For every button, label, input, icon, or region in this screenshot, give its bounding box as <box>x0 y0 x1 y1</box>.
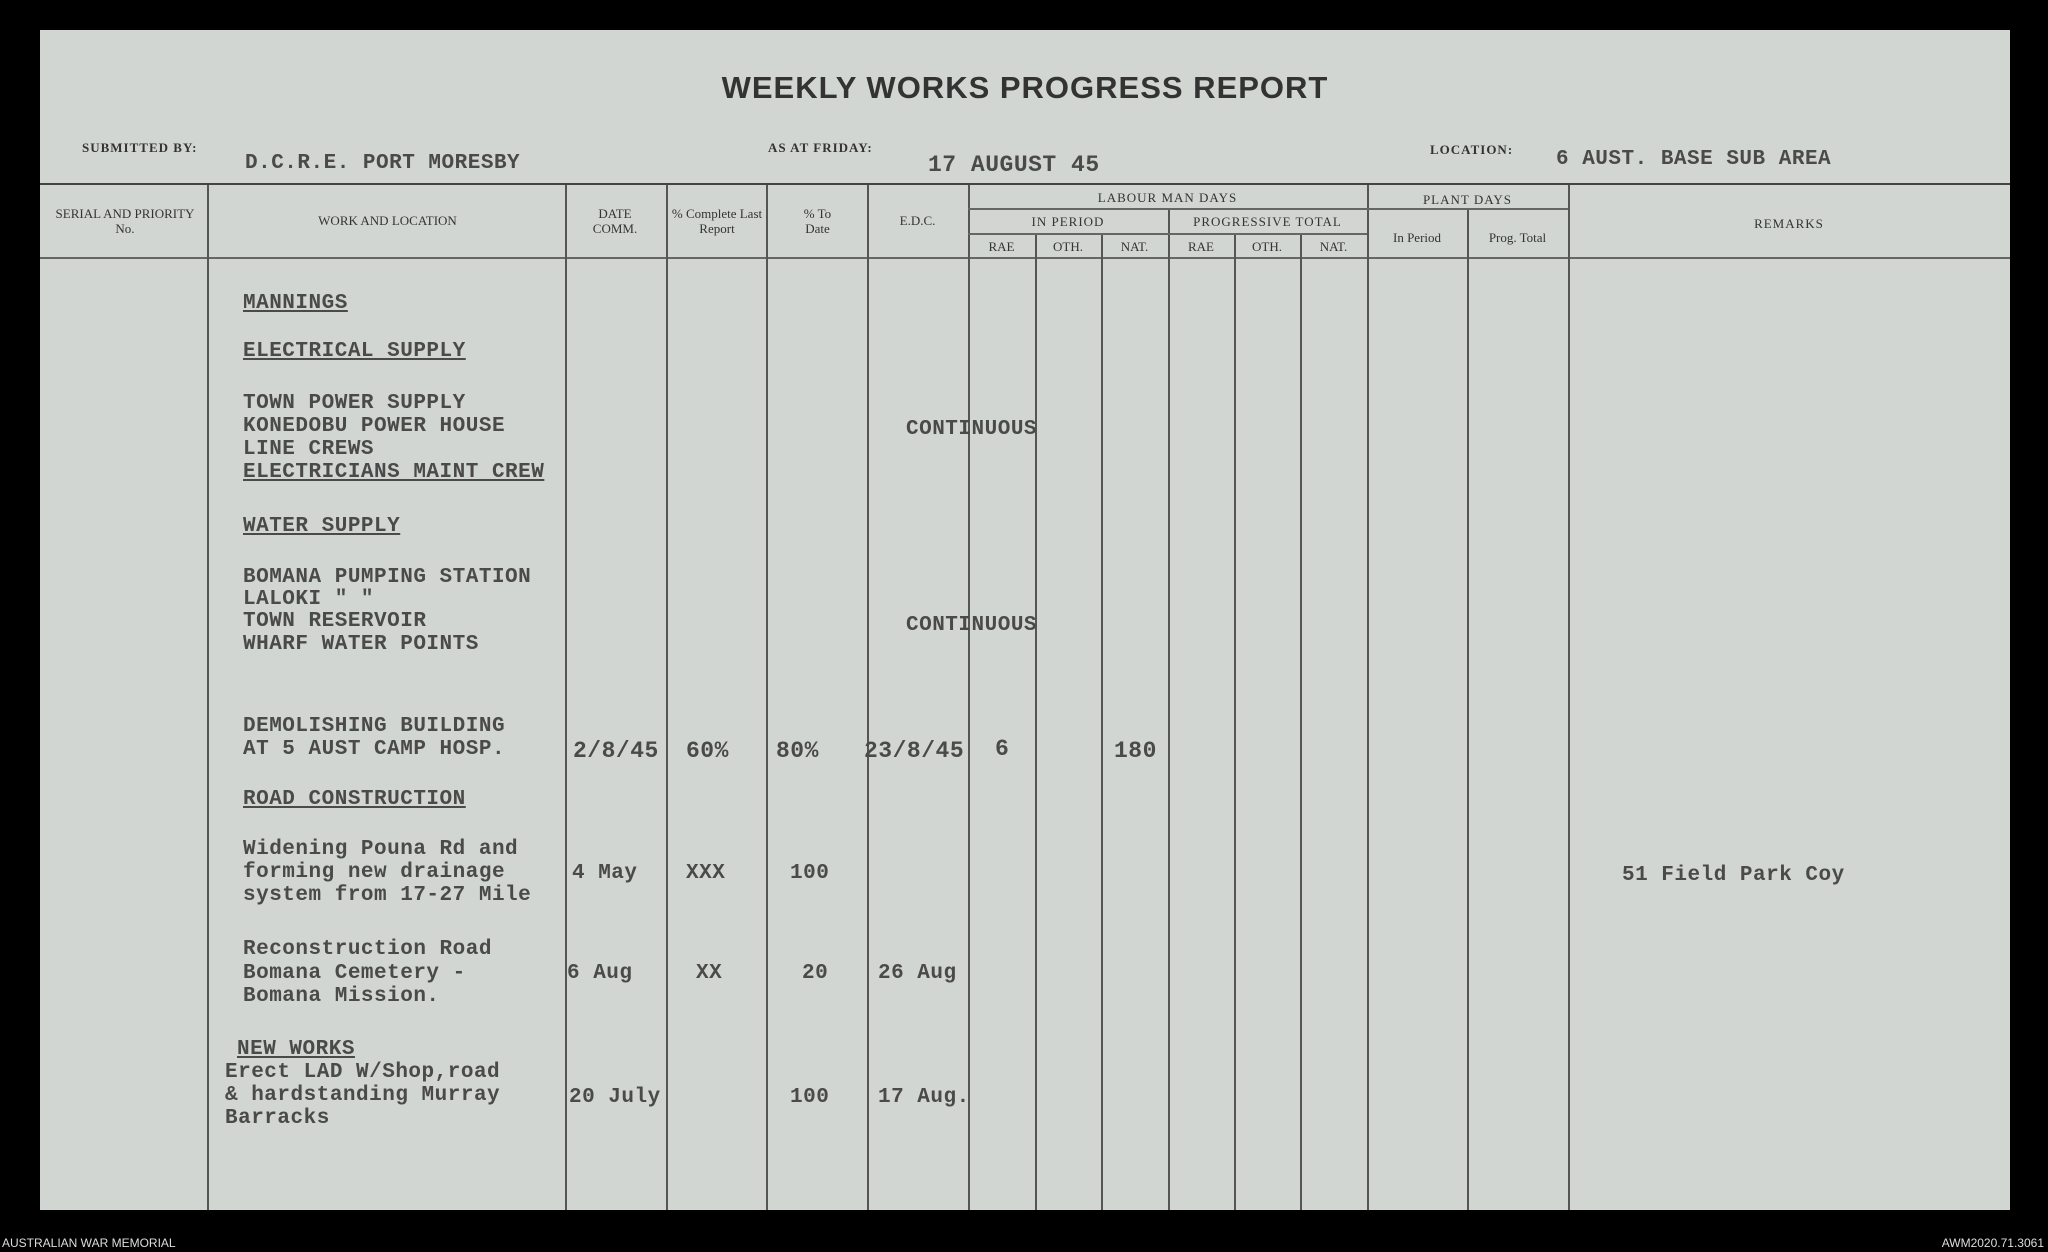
header-remarks: REMARKS <box>1754 216 1824 231</box>
footer-credit: AUSTRALIAN WAR MEMORIAL <box>2 1236 176 1250</box>
water-status: CONTINUOUS <box>906 614 1038 637</box>
widening-date: 4 May <box>572 862 638 885</box>
recon-line: Reconstruction Road <box>243 938 492 961</box>
header-prog-nat: NAT. <box>1319 239 1348 254</box>
col-divider <box>1568 185 1570 1210</box>
header-labour: LABOUR MAN DAYS <box>1097 190 1238 205</box>
header-plant: PLANT DAYS <box>1422 192 1513 207</box>
header-in-period: IN PERIOD <box>1031 214 1105 229</box>
recon-line: Bomana Mission. <box>243 985 440 1008</box>
widening-line: forming new drainage <box>243 861 506 884</box>
col-divider <box>968 185 970 1210</box>
report-sheet <box>40 30 2010 1210</box>
demolish-date: 2/8/45 <box>573 738 659 764</box>
col-divider <box>666 185 668 1210</box>
recon-line: Bomana Cemetery - <box>243 962 466 985</box>
erect-line: Barracks <box>225 1107 330 1130</box>
water-item: TOWN RESERVOIR <box>243 610 427 633</box>
section-road: ROAD CONSTRUCTION <box>243 788 466 811</box>
col-divider <box>1300 235 1302 1210</box>
elec-item: TOWN POWER SUPPLY <box>243 392 466 415</box>
col-divider <box>565 185 567 1210</box>
demolish-line: DEMOLISHING BUILDING <box>243 715 506 738</box>
as-at-value: 17 AUGUST 45 <box>928 152 1100 178</box>
header-plant-in-period: In Period <box>1392 230 1442 245</box>
erect-line: Erect LAD W/Shop,road <box>225 1061 501 1084</box>
recon-last: XX <box>696 962 723 985</box>
recon-todate: 20 <box>802 962 829 985</box>
widening-line: Widening Pouna Rd and <box>243 838 519 861</box>
labour-sub-rule <box>968 208 1367 210</box>
footer-reference: AWM2020.71.3061 <box>1941 1236 2044 1250</box>
demolish-todate: 80% <box>776 738 819 764</box>
location-value: 6 AUST. BASE SUB AREA <box>1556 148 1832 171</box>
header-edc: E.D.C. <box>899 213 936 228</box>
water-item: WHARF WATER POINTS <box>243 633 479 656</box>
elec-item: LINE CREWS <box>243 438 375 461</box>
elec-status: CONTINUOUS <box>906 418 1038 441</box>
col-divider <box>1367 185 1369 1210</box>
col-divider <box>1467 210 1469 1210</box>
col-divider <box>1035 235 1037 1210</box>
demolish-rae: 6 <box>995 736 1010 762</box>
demolish-line: AT 5 AUST CAMP HOSP. <box>243 738 506 761</box>
header-serial: SERIAL AND PRIORITY No. <box>55 206 195 236</box>
page-title: WEEKLY WORKS PROGRESS REPORT <box>721 70 1329 105</box>
header-prog-rae: RAE <box>1188 239 1214 254</box>
section-water: WATER SUPPLY <box>243 515 401 538</box>
header-plant-prog: Prog. Total <box>1488 230 1547 245</box>
header-pct-to-date: % To Date <box>803 206 832 236</box>
widening-todate: 100 <box>790 862 830 885</box>
water-item: LALOKI " " <box>243 588 375 611</box>
header-nat: NAT. <box>1120 239 1149 254</box>
header-oth: OTH. <box>1053 239 1083 254</box>
demolish-edc: 23/8/45 <box>864 738 965 764</box>
elec-item: KONEDOBU POWER HOUSE <box>243 415 506 438</box>
header-prog-oth: OTH. <box>1252 239 1282 254</box>
header-bottom-rule <box>40 257 2010 259</box>
col-divider <box>207 185 209 1210</box>
header-date-comm: DATE COMM. <box>592 206 638 236</box>
header-pct-last: % Complete Last Report <box>671 206 763 236</box>
submitted-by-value: D.C.R.E. PORT MORESBY <box>245 152 521 175</box>
header-rae: RAE <box>988 239 1015 254</box>
widening-remarks: 51 Field Park Coy <box>1622 864 1845 887</box>
col-divider <box>766 185 768 1210</box>
col-divider <box>867 185 869 1210</box>
col-divider <box>1168 210 1170 1210</box>
erect-line: & hardstanding Murray <box>225 1084 501 1107</box>
erect-edc: 17 Aug. <box>878 1086 970 1109</box>
widening-last: XXX <box>686 862 726 885</box>
submitted-by-label: SUBMITTED BY: <box>82 140 198 155</box>
water-item: BOMANA PUMPING STATION <box>243 566 532 589</box>
as-at-label: AS AT FRIDAY: <box>768 140 873 155</box>
section-electrical: ELECTRICAL SUPPLY <box>243 340 466 363</box>
recon-edc: 26 Aug <box>878 962 957 985</box>
col-divider <box>1234 235 1236 1210</box>
section-new-works: NEW WORKS <box>237 1038 355 1061</box>
table-top-rule <box>40 183 2010 185</box>
demolish-last: 60% <box>686 738 729 764</box>
demolish-nat: 180 <box>1114 738 1157 764</box>
labour-sub-rule-2 <box>968 233 1367 235</box>
header-work: WORK AND LOCATION <box>318 213 457 228</box>
location-label: LOCATION: <box>1430 142 1514 157</box>
recon-date: 6 Aug <box>567 962 633 985</box>
col-divider <box>1101 235 1103 1210</box>
erect-todate: 100 <box>790 1086 830 1109</box>
erect-date: 20 July <box>569 1086 661 1109</box>
widening-line: system from 17-27 Mile <box>243 884 532 907</box>
section-mannings: MANNINGS <box>243 292 348 315</box>
plant-sub-rule <box>1367 208 1568 210</box>
elec-item: ELECTRICIANS MAINT CREW <box>243 461 545 484</box>
header-progressive: PROGRESSIVE TOTAL <box>1193 214 1342 229</box>
